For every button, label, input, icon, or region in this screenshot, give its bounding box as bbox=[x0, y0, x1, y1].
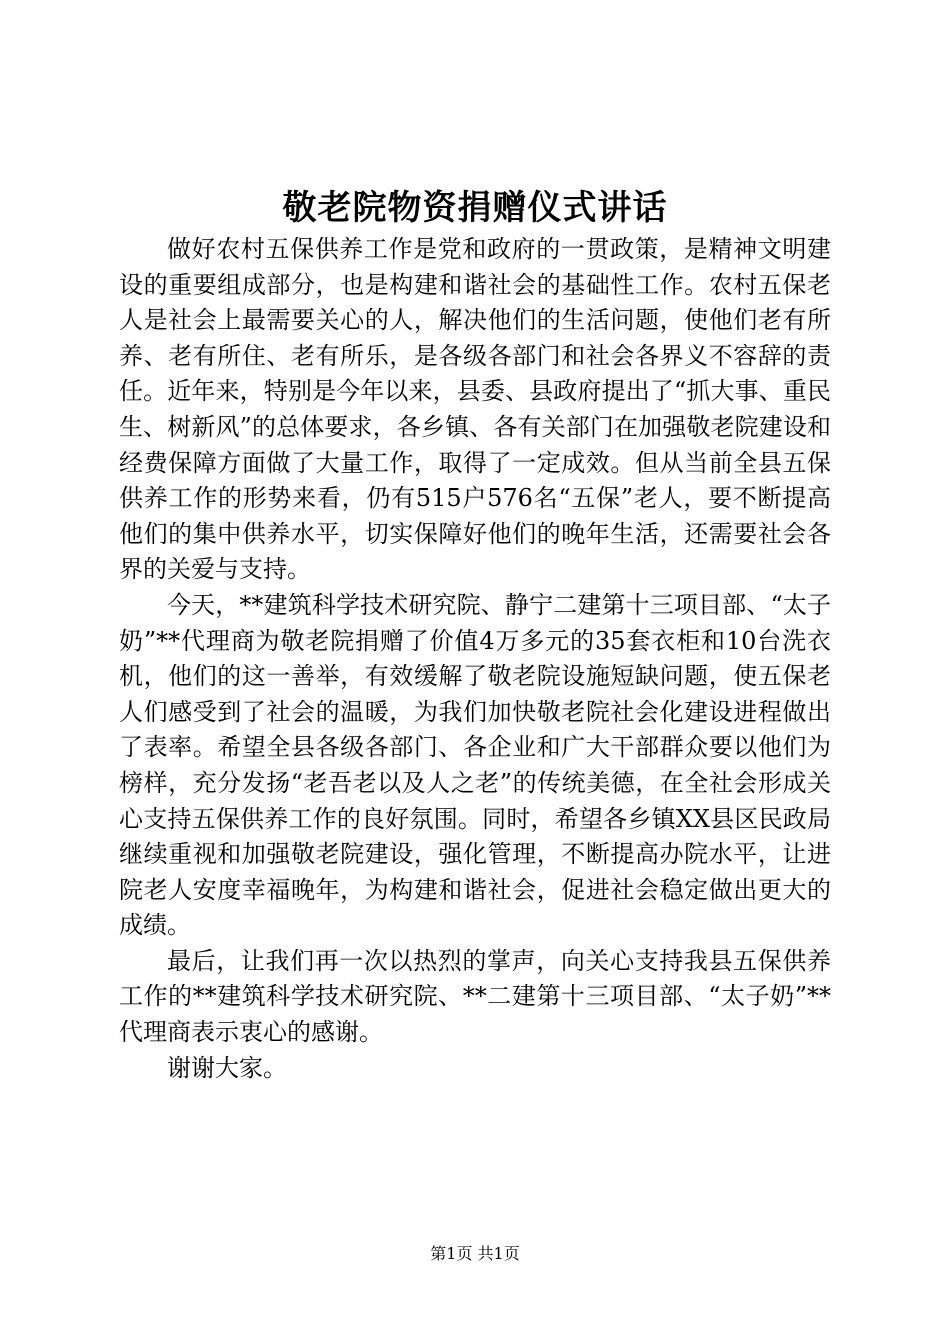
document-body bbox=[119, 232, 831, 1086]
paragraph-1: 做好农村五保供养工作是党和政府的一贯政策，是精神文明建设的重要组成部分，也是构建和谐社会的基础性工作。农村五保老人是社会上最需要关心的人，解决他们的生活问题，使他们老有所养、老有所住、老有所乐，是各级各部门和社会各界义不容辞的责任。近年来，特别是今年以来，县委、县政府提出了“抓大事、重民生、树新风”的总体要求，各乡镇、各有关部门在加强敬老院建设和经费保障方面做了大量工作，取得了一定成效。但从当前全县五保供养工作的形势来看，仍有515户576名“五保”老人，要不断提高他们的集中供养水平，切实保障好他们的晚年生活，还需要社会各界的关爱与支持。 bbox=[119, 235, 831, 584]
paragraph-3: 最后，让我们再一次以热烈的掌声，向关心支持我县五保供养工作的**建筑科学技术研究院、**二建第十三项目部、“太子奶”**代理商表示衷心的感谢。 bbox=[119, 946, 831, 1047]
paragraph-4: 谢谢大家。 bbox=[167, 1053, 287, 1082]
page-footer: 第1页 共1页 bbox=[430, 1244, 520, 1263]
document-title: 敬老院物资捐赠仪式讲话 bbox=[282, 188, 668, 228]
paragraph-2: 今天，**建筑科学技术研究院、静宁二建第十三项目部、“太子奶”**代理商为敬老院捐赠了价值4万多元的35套衣柜和10台洗衣机，他们的这一善举，有效缓解了敬老院设施短缺问题，使五保老人们感受到了社会的温暖，为我们加快敬老院社会化建设进程做出了表率。希望全县各级各部门、各企业和广大干部群众要以他们为榜样，充分发扬“老吾老以及人之老”的传统美德，在全社会形成关心支持五保供养工作的良好氛围。同时，希望各乡镇XX县区民政局继续重视和加强敬老院建设，强化管理，不断提高办院水平，让进院老人安度幸福晚年，为构建和谐社会，促进社会稳定做出更大的成绩。 bbox=[119, 590, 831, 940]
